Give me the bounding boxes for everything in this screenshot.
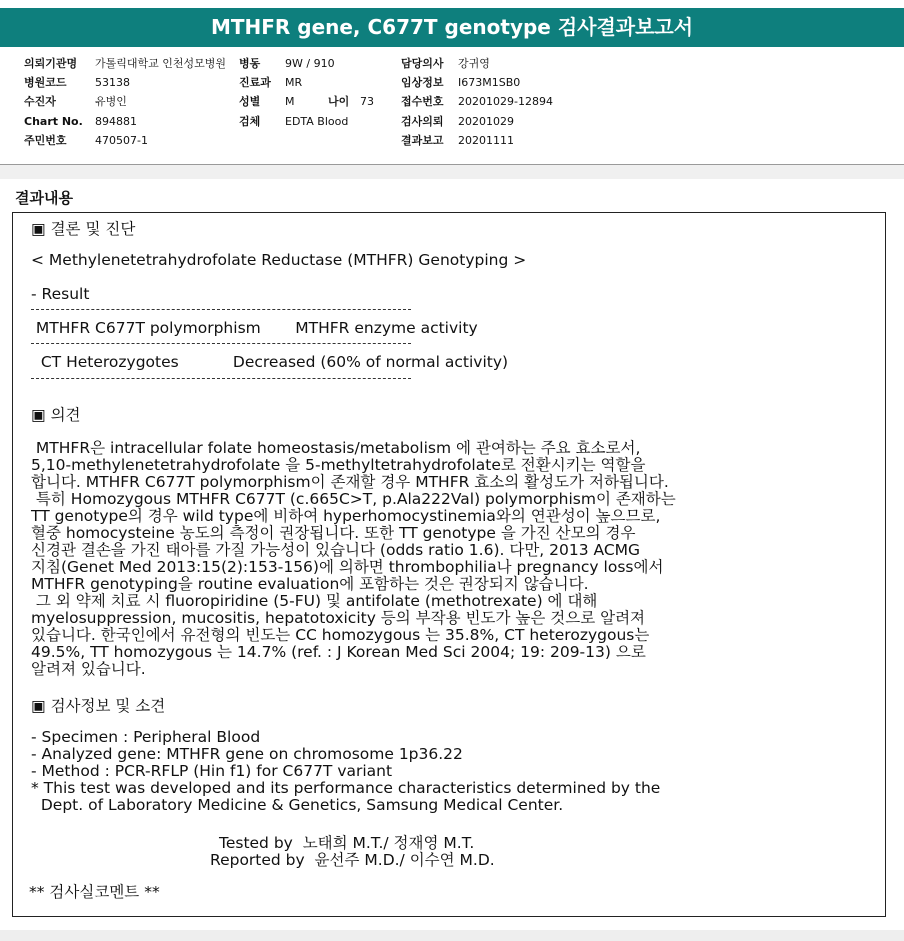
rrn-label: 주민번호 (24, 134, 67, 147)
opinion-line: 합니다. MTHFR C677T polymorphism이 존재할 경우 MTHFR 효소의 활성도가 저하됩니다. (31, 473, 669, 491)
opinion-line: MTHFR은 intracellular folate homeostasis/metabolism 에 관여하는 주요 효소로서, (31, 439, 641, 457)
test-name: < Methylenetetrahydrofolate Reductase (MTHFR) Genotyping > (31, 251, 527, 269)
doctor-label: 담당의사 (401, 57, 444, 70)
result-row: CT Heterozygotes Decreased (60% of normal activity) (31, 353, 509, 371)
opinion-line: myelosuppression, mucositis, hepatotoxicity 등의 부작용 빈도가 높은 것으로 알려져 (31, 609, 646, 627)
report-title: MTHFR gene, C677T genotype 검사결과보고서 (0, 8, 904, 47)
bottom-band (0, 930, 904, 941)
specimen-label: 검체 (239, 115, 261, 128)
info-line: Dept. of Laboratory Medicine & Genetics, Samsung Medical Center. (31, 796, 564, 814)
doctor-value: 강귀영 (458, 57, 490, 70)
dept-label: 진료과 (239, 76, 271, 89)
reported-by: Reported by 윤선주 M.D./ 이수연 M.D. (210, 851, 495, 869)
opinion-heading: ▣ 의견 (31, 406, 81, 424)
clinical-value: I673M1SB0 (458, 76, 521, 89)
opinion-line: MTHFR genotyping을 routine evaluation에 포함하는 것은 권장되지 않습니다. (31, 575, 589, 593)
result-content-box (12, 212, 886, 917)
opinion-line: TT genotype의 경우 wild type에 비하여 hyperhomocystinemia와의 연관성이 높으므로, (31, 507, 661, 525)
info-line: - Method : PCR-RFLP (Hin f1) for C677T variant (31, 762, 393, 780)
result-label: - Result (31, 285, 90, 303)
info-heading: ▣ 검사정보 및 소견 (31, 697, 166, 715)
info-line: - Specimen : Peripheral Blood (31, 728, 261, 746)
hospital-label: 의뢰기관명 (24, 57, 78, 70)
opinion-line: 49.5%, TT homozygous 는 14.7% (ref. : J Korean Med Sci 2004; 19: 209-13) 으로 (31, 643, 646, 661)
info-line: * This test was developed and its performance characteristics determined by the (31, 779, 661, 797)
lab-comment: ** 검사실코멘트 ** (29, 883, 160, 901)
opinion-line: 5,10-methylenetetrahydrofolate 을 5-methyltetrahydrofolate로 전환시키는 역할을 (31, 456, 646, 474)
result-section-title: 결과내용 (15, 189, 73, 207)
divider-line (31, 378, 411, 379)
sex-value: M (285, 95, 295, 108)
dept-value: MR (285, 76, 303, 89)
result-column-header: MTHFR C677T polymorphism MTHFR enzyme activity (31, 319, 478, 337)
patient-label: 수진자 (24, 95, 56, 108)
sex-label: 성별 (239, 95, 261, 108)
opinion-line: 지침(Genet Med 2013:15(2):153-156)에 의하면 thrombophilia나 pregnancy loss에서 (31, 558, 664, 576)
opinion-line: 신경관 결손을 가진 태아를 가질 가능성이 있습니다 (odds ratio 1.6). 다만, 2013 ACMG (31, 541, 641, 559)
hospital-value: 가톨릭대학교 인천성모병원 (95, 57, 227, 70)
chart-label: Chart No. (24, 115, 83, 128)
conclusion-heading: ▣ 결론 및 진단 (31, 220, 136, 238)
divider-line (31, 309, 411, 310)
receipt-label: 접수번호 (401, 95, 444, 108)
report-date-value: 20201111 (458, 134, 514, 147)
info-line: - Analyzed gene: MTHFR gene on chromosome 1p36.22 (31, 745, 463, 763)
opinion-line: 혈중 homocysteine 농도의 측정이 권장됩니다. 또한 TT genotype 을 가진 산모의 경우 (31, 524, 636, 542)
tested-by: Tested by 노태희 M.T./ 정재영 M.T. (219, 834, 475, 852)
report-date-label: 결과보고 (401, 134, 444, 147)
opinion-line: 그 외 약제 치료 시 fluoropiridine (5-FU) 및 antifolate (methotrexate) 에 대해 (31, 592, 598, 610)
code-value: 53138 (95, 76, 130, 89)
request-label: 검사의뢰 (401, 115, 444, 128)
code-label: 병원코드 (24, 76, 67, 89)
receipt-value: 20201029-12894 (458, 95, 553, 108)
specimen-value: EDTA Blood (285, 115, 349, 128)
rrn-value: 470507-1 (95, 134, 148, 147)
age-value: 73 (360, 95, 374, 108)
opinion-line: 있습니다. 한국인에서 유전형의 빈도는 CC homozygous 는 35.8%, CT heterozygous는 (31, 626, 650, 644)
age-label: 나이 (328, 95, 350, 108)
patient-info-block (0, 50, 904, 162)
opinion-line: 특히 Homozygous MTHFR C677T (c.665C>T, p.Ala222Val) polymorphism이 존재하는 (31, 490, 676, 508)
clinical-label: 임상정보 (401, 76, 444, 89)
ward-label: 병동 (239, 57, 261, 70)
section-separator (0, 165, 904, 179)
divider-line (31, 343, 411, 344)
ward-value: 9W / 910 (285, 57, 335, 70)
patient-value: 유병인 (95, 95, 127, 108)
request-value: 20201029 (458, 115, 514, 128)
opinion-line: 알려져 있습니다. (31, 660, 146, 678)
chart-value: 894881 (95, 115, 137, 128)
